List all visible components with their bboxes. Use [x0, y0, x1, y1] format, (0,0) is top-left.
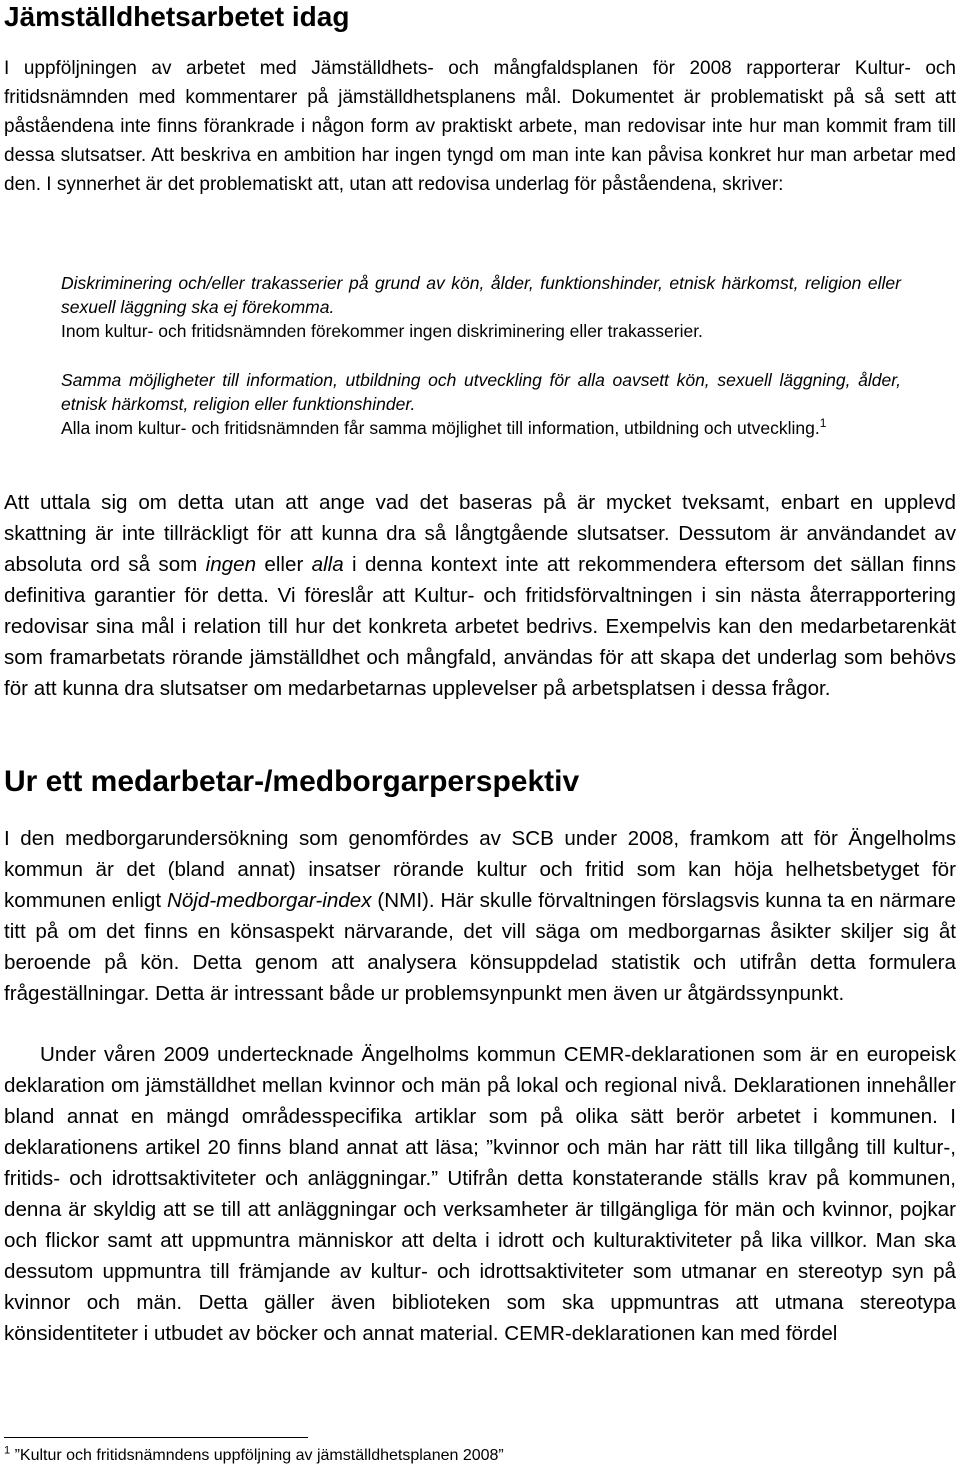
paragraph-critique-text-b: eller — [256, 553, 312, 576]
footnote-divider — [4, 1437, 308, 1438]
quote-2-italic: Samma möjligheter till information, utbildning och utveckling för alla oavsett kön, sexuell läggning, ålder, etnisk härkomst, religion eller funktionshinder. — [61, 370, 901, 414]
quote-2-plain: Alla inom kultur- och fritidsnämnden får samma möjlighet till information, utbildning och utveckling. — [61, 418, 820, 438]
footnote-reference[interactable]: 1 — [819, 416, 827, 431]
quote-block-1 — [61, 271, 901, 343]
quote-block-2 — [61, 368, 901, 440]
paragraph-citizen-survey — [4, 823, 956, 1009]
paragraph-critique-text-c: i denna kontext inte att rekommendera eftersom det sällan finns definitiva garantier för detta. Vi föreslår att Kultur- och fritidsförvaltningen i sin nästa återrapportering redovisar sina mål i relation till hur det konkreta arbetet bedrivs. Exempelvis kan den medarbetarenkät som framarbetats rörande jämställdhet och mångfald, användas för att skapa det underlag som behövs för att kunna dra slutsatser om medarbetarnas upplevelser på arbetsplatsen i dessa frågor. — [4, 553, 957, 700]
emphasis-ingen: ingen — [205, 553, 257, 576]
footnote — [4, 1444, 504, 1468]
quote-1-plain: Inom kultur- och fritidsnämnden förekommer ingen diskriminering eller trakasserier. — [61, 321, 703, 341]
paragraph-critique-text-a: Att uttala sig om detta utan att ange vad det baseras på är mycket tveksamt, enbart en upplevd skattning är inte tillräckligt för att kunna dra så långtgående slutsatser. Dessutom är användandet av absoluta ord så som — [4, 491, 956, 576]
emphasis-alla: alla — [311, 553, 344, 576]
paragraph-survey-text-a: I den medborgarundersökning som genomfördes av SCB under 2008, framkom att för Ängelholms kommun är det (bland annat) insatser rörande kultur och fritid som kan höja helhetsbetyget för kommunen enligt — [4, 827, 956, 912]
paragraph-intro: I uppföljningen av arbetet med Jämställdhets- och mångfaldsplanen för 2008 rapporterar Kultur- och fritidsnämnden med kommentarer på jämställdhetsplanens mål. Dokumentet är problematiskt på så sett att påståendena inte finns förankrade i någon form av praktiskt arbete, man redovisar inte hur man kommit fram till dessa slutsatser. Att beskriva en ambition har ingen tyngd om man inte kan påvisa konkret hur man arbetar med den. I synnerhet är det problematiskt att, utan att redovisa underlag för påståendena, skriver: — [4, 58, 956, 195]
section-heading-perspective: Ur ett medarbetar-/medborgarperspektiv — [4, 765, 580, 798]
quote-1-italic: Diskriminering och/eller trakasserier på grund av kön, ålder, funktionshinder, etnisk härkomst, religion eller sexuell läggning ska ej förekomma. — [61, 273, 901, 317]
footnote-number: 1 — [4, 1444, 11, 1457]
section-heading-equality-work: Jämställdhetsarbetet idag — [4, 1, 350, 32]
paragraph-critique — [4, 487, 956, 704]
paragraph-cemr: Under våren 2009 undertecknade Ängelholms kommun CEMR-deklarationen som är en europeisk deklaration om jämställdhet mellan kvinnor och män på lokal och regional nivå. Deklarationen innehåller bland annat en mängd områdesspecifika artiklar som på olika sätt berör arbetet i kommunen. I deklarationens artikel 20 finns bland annat att läsa; ”kvinnor och män har rätt till lika tillgång till kultur-, fritids- och idrottsaktiviteter och anläggningar.” Utifrån detta konstaterande ställs krav på kommunen, denna är skyldig att se till att anläggningar och verksamheter är tillgängliga för män och kvinnor, pojkar och flickor samt att uppmuntra människor att delta i idrott och kulturaktiviteter på lika villkor. Man ska dessutom uppmuntra till främjande av kultur- och idrottsaktiviteter som utmanar en stereotyp syn på kvinnor och män. Detta gäller även biblioteken som ska uppmuntras att utmana stereotypa könsidentiteter i utbudet av böcker och annat material. CEMR-deklarationen kan med fördel — [4, 1043, 956, 1345]
paragraph-survey-text-b: (NMI). Här skulle förvaltningen förslagsvis kunna ta en närmare titt på om det finns en könsaspekt närvarande, det vill säga om medborgarnas åsikter skiljer sig åt beroende på kön. Detta genom att analysera könsuppdelad statistik och utifrån detta formulera frågeställningar. Detta är intressant både ur problemsynpunkt men även ur åtgärdssynpunkt. — [4, 889, 956, 1005]
footnote-text: ”Kultur och fritidsnämndens uppföljning av jämställdhetsplanen 2008” — [14, 1447, 504, 1464]
emphasis-nmi: Nöjd-medborgar-index — [166, 889, 372, 912]
